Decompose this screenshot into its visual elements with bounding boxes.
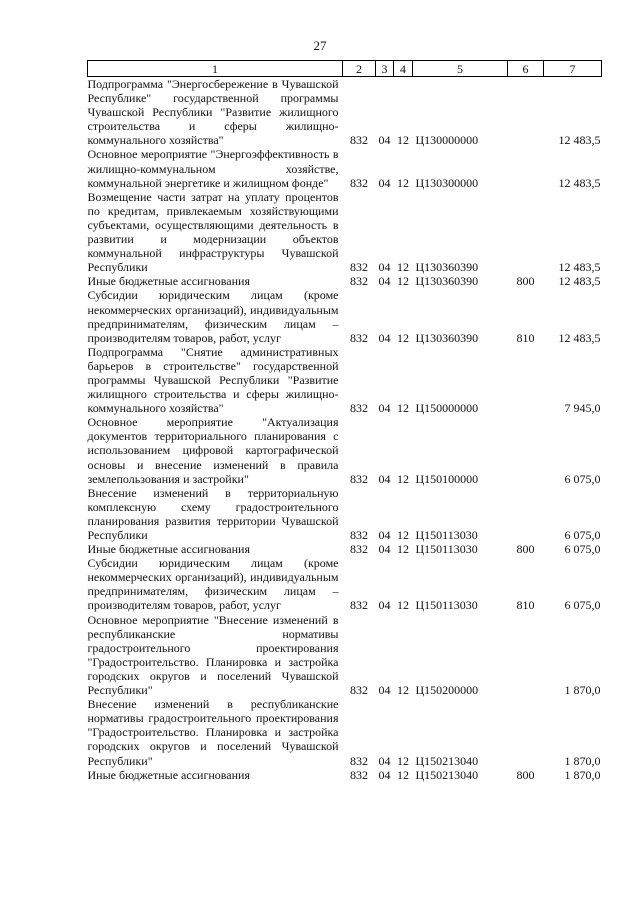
col-header-6: 6 — [508, 61, 544, 77]
table-row — [88, 288, 602, 344]
row-sum: 6 075,0 — [564, 471, 601, 486]
col-header-5: 5 — [413, 61, 508, 77]
row-description: Подпрограмма "Энергосбережение в Чувашской Республике" государственной программы Чувашской Республики "Развитие жилищного строительства и сферы жилищно-коммунального хозяйства" — [87, 77, 339, 148]
row-description: Иные бюджетные ассигнования — [87, 542, 250, 557]
row-vr: 810 — [516, 598, 535, 613]
row-sum: 12 483,5 — [558, 330, 601, 345]
table-row — [88, 613, 602, 698]
row-vr — [508, 613, 544, 698]
row-sum: 12 483,5 — [558, 175, 601, 190]
page-number: 27 — [313, 38, 327, 53]
row-rz: 04 — [378, 753, 391, 768]
row-pr: 12 — [397, 330, 409, 345]
table-row — [88, 147, 602, 189]
row-vr — [508, 190, 544, 275]
row-gr: 832 — [350, 133, 368, 148]
row-sum: 12 483,5 — [558, 274, 601, 289]
col-header-7: 7 — [544, 61, 602, 77]
row-csr: Ц150100000 — [415, 471, 479, 486]
table-row — [88, 345, 602, 415]
row-csr: Ц130360390 — [415, 330, 479, 345]
row-pr: 12 — [397, 175, 409, 190]
row-gr: 832 — [350, 542, 368, 557]
row-rz: 04 — [378, 767, 391, 782]
row-csr: Ц130000000 — [415, 133, 479, 148]
row-vr — [508, 697, 544, 767]
row-csr: Ц150113030 — [415, 528, 478, 542]
row-vr: 800 — [516, 542, 535, 557]
row-csr: Ц150213040 — [415, 753, 479, 768]
row-vr: 800 — [516, 767, 535, 782]
row-pr: 12 — [397, 767, 409, 782]
row-gr: 832 — [350, 274, 368, 289]
col-header-3: 3 — [376, 61, 394, 77]
row-pr: 12 — [397, 471, 409, 486]
table-row — [88, 274, 602, 288]
row-pr: 12 — [397, 683, 409, 698]
row-description: Подпрограмма "Снятие административных барьеров в строительстве" государственной программы Чувашской Республики "Развитие жилищного строительства и сферы жилищно-коммунального хозяйства" — [87, 344, 339, 416]
row-vr: 800 — [516, 274, 535, 289]
row-vr — [508, 345, 544, 415]
row-sum: 1 870,0 — [564, 753, 601, 768]
row-pr: 12 — [397, 133, 409, 148]
row-sum: 6 075,0 — [564, 528, 601, 542]
row-pr: 12 — [397, 274, 409, 289]
row-description: Возмещение части затрат на уплату процентов по кредитам, привлекаемым хозяйствующими субъектами, осуществляющими деятельность в развитии и модернизации объектов коммунальной инфраструктуры Чувашской Республики — [87, 189, 339, 275]
row-rz: 04 — [378, 683, 391, 698]
row-gr: 832 — [350, 260, 368, 275]
row-vr — [508, 77, 544, 148]
row-pr: 12 — [397, 401, 409, 416]
header-row — [88, 61, 602, 77]
table-row — [88, 77, 602, 148]
row-gr: 832 — [350, 471, 368, 486]
table-row — [88, 556, 602, 612]
row-gr: 832 — [350, 330, 368, 345]
row-description: Иные бюджетные ассигнования — [87, 274, 250, 289]
row-rz: 04 — [378, 528, 391, 542]
table-row — [88, 697, 602, 767]
row-gr: 832 — [350, 175, 368, 190]
row-description: Основное мероприятие "Внесение изменений в республиканские нормативы градостроительного проектирования "Градостроительство. Планировка и застройка городских округов и поселений Чувашской Республики" — [87, 612, 339, 698]
row-csr: Ц130360390 — [415, 274, 479, 289]
row-rz: 04 — [378, 471, 391, 486]
row-sum: 12 483,5 — [558, 133, 601, 148]
row-vr: 810 — [516, 330, 535, 345]
row-gr: 832 — [350, 528, 368, 542]
row-csr: Ц150213040 — [415, 767, 479, 782]
col-header-1: 1 — [88, 61, 343, 77]
row-rz: 04 — [378, 330, 391, 345]
row-pr: 12 — [397, 260, 409, 275]
row-description: Основное мероприятие "Энергоэффективность в жилищно-коммунальном хозяйстве, коммунальной энергетике и жилищном фонде" — [87, 147, 339, 190]
table-row — [88, 415, 602, 485]
row-gr: 832 — [350, 767, 368, 782]
row-csr: Ц150000000 — [415, 401, 479, 416]
col-header-2: 2 — [343, 61, 376, 77]
row-description: Субсидии юридическим лицам (кроме некоммерческих организаций), индивидуальным предпринимателям, физическим лицам – производителям товаров, работ, услуг — [87, 556, 339, 613]
table-row — [88, 542, 602, 556]
row-rz: 04 — [378, 598, 391, 613]
row-pr: 12 — [397, 528, 409, 542]
col-header-4: 4 — [394, 61, 413, 77]
row-description: Внесение изменений в территориальную комплексную схему градостроительного планирования развития территории Чувашской Республики — [87, 485, 339, 542]
row-description: Субсидии юридическим лицам (кроме некоммерческих организаций), индивидуальным предпринимателям, физическим лицам – производителям товаров, работ, услуг — [87, 288, 339, 345]
table-row — [88, 486, 602, 542]
row-csr: Ц130300000 — [415, 175, 479, 190]
row-sum: 7 945,0 — [564, 401, 601, 416]
row-sum: 1 870,0 — [564, 767, 601, 782]
row-gr: 832 — [350, 753, 368, 768]
row-pr: 12 — [397, 542, 409, 557]
row-vr — [508, 415, 544, 485]
row-csr: Ц150113030 — [415, 598, 478, 613]
row-pr: 12 — [397, 598, 409, 613]
row-rz: 04 — [378, 260, 391, 275]
row-gr: 832 — [350, 683, 368, 698]
table-row — [88, 768, 602, 782]
row-description: Иные бюджетные ассигнования — [87, 767, 250, 782]
row-sum: 6 075,0 — [564, 598, 601, 613]
row-sum: 6 075,0 — [564, 542, 601, 557]
row-sum: 1 870,0 — [564, 683, 601, 698]
row-vr — [508, 147, 544, 189]
row-description: Внесение изменений в республиканские нормативы градостроительного проектирования "Градостроительство. Планировка и застройка городских округов и поселений Чувашской Республики" — [87, 697, 339, 768]
row-gr: 832 — [350, 598, 368, 613]
row-rz: 04 — [378, 401, 391, 416]
table-row — [88, 190, 602, 275]
budget-table — [87, 60, 602, 782]
row-csr: Ц130360390 — [415, 260, 479, 275]
row-csr: Ц150200000 — [415, 683, 479, 698]
row-vr — [508, 486, 544, 542]
row-rz: 04 — [378, 542, 391, 557]
row-rz: 04 — [378, 133, 391, 148]
row-pr: 12 — [397, 753, 409, 768]
row-gr: 832 — [350, 401, 368, 416]
row-csr: Ц150113030 — [415, 542, 478, 557]
row-rz: 04 — [378, 274, 391, 289]
row-rz: 04 — [378, 175, 391, 190]
row-description: Основное мероприятие "Актуализация документов территориального планирования с использованием цифровой картографической основы и внесение изменений в правила землепользования и застройки" — [87, 415, 339, 486]
row-sum: 12 483,5 — [558, 260, 601, 275]
